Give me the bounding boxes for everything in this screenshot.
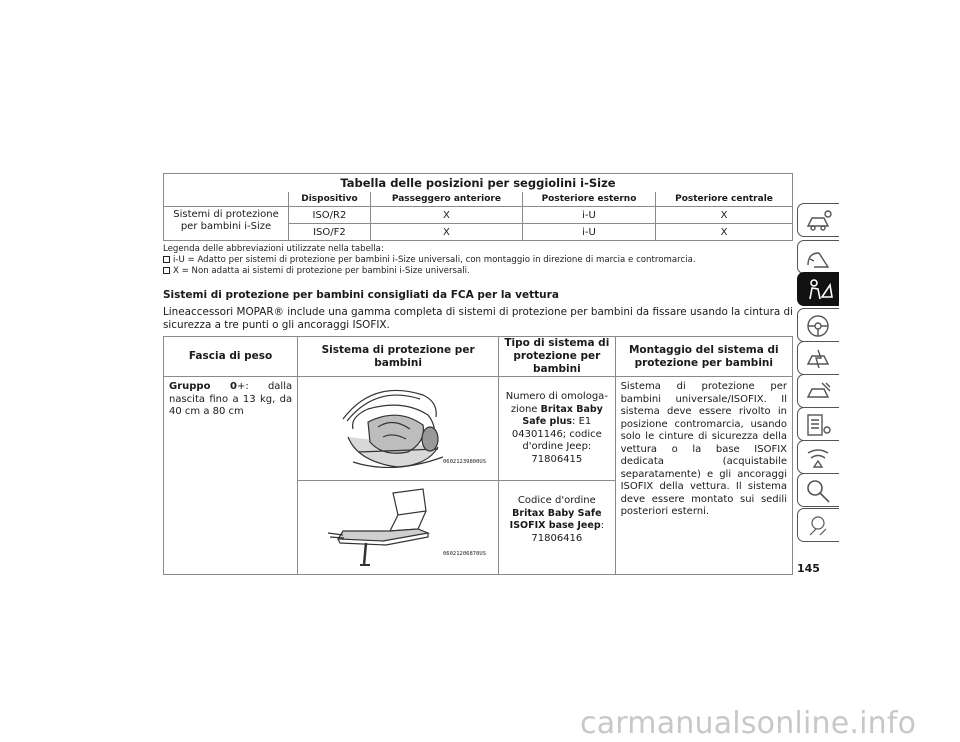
child-seat-safety-icon xyxy=(804,277,834,303)
checkbox-bullet-icon xyxy=(163,256,170,263)
specifications-list-icon xyxy=(804,412,834,438)
header-restraint-type: Tipo di sistema di protezione per bambini xyxy=(499,337,615,377)
tab-child-seat-safety[interactable] xyxy=(797,272,839,306)
language-icon xyxy=(804,513,834,539)
tab-car-info[interactable] xyxy=(797,203,839,237)
approval-suffix: : E1 04301146; codice d'ordine Jeep: 71806415 xyxy=(511,416,602,465)
car-emergency-icon xyxy=(804,346,834,372)
legend-item-iu xyxy=(163,255,696,266)
car-info-icon xyxy=(804,208,834,234)
tab-search-index[interactable] xyxy=(797,473,839,507)
image-code-1: 06021239800US xyxy=(443,459,487,465)
tab-specifications[interactable] xyxy=(797,407,839,441)
isize-header-rear-outer: Posteriore esterno xyxy=(522,192,655,207)
mounting-cell: Sistema di protezione per bambini universale/ISOFIX. Il sistema deve essere rivolto in posizione contromarcia, usando solo le cinture di sicurezza della vettura o la base ISOFIX dedicata (acquistabile separatamente) e gli ancoraggi ISOFIX della vettura. Il sistema deve essere montato sui sedili posteriori esterni. xyxy=(615,377,792,575)
steering-wheel-icon xyxy=(804,313,834,339)
recommended-seats-table xyxy=(163,336,793,575)
isize-position-table xyxy=(163,173,793,241)
restraint-type-cell-1 xyxy=(499,377,615,481)
intro-paragraph: Lineaccessori MOPAR® include una gamma completa di sistemi di protezione per bambini da fissare usando la cintura di sicurezza a tre punti o gli ancoraggi ISOFIX. xyxy=(163,306,793,331)
legend-intro: Legenda delle abbreviazioni utilizzate nella tabella: xyxy=(163,244,384,254)
order-suffix: : 71806416 xyxy=(531,520,604,544)
isize-table-title: Tabella delle posizioni per seggiolini i-Size xyxy=(164,174,793,193)
isofix-base-image-cell xyxy=(298,481,499,575)
isize-header-rear-center: Posteriore centrale xyxy=(656,192,793,207)
isize-header-front: Passeggero anteriore xyxy=(370,192,522,207)
approval-prefix: Numero di omologazione xyxy=(505,391,608,415)
legend-item-x xyxy=(163,266,470,277)
group-name: Gruppo 0 xyxy=(169,381,237,392)
isize-cell: X xyxy=(656,224,793,241)
isize-cell: i-U xyxy=(522,207,655,224)
section-heading: Sistemi di protezione per bambini consigliati da FCA per la vettura xyxy=(163,289,559,301)
restraint-type-cell-2 xyxy=(499,481,615,575)
tab-emergency[interactable] xyxy=(797,341,839,375)
page-number: 145 xyxy=(797,562,820,575)
dashboard-warning-icon xyxy=(804,245,834,271)
isize-cell: X xyxy=(656,207,793,224)
isize-header-blank xyxy=(164,192,289,207)
tab-multimedia[interactable] xyxy=(797,440,839,474)
header-mounting: Montaggio del sistema di protezione per bambini xyxy=(615,337,792,377)
car-service-icon xyxy=(804,379,834,405)
order-prefix: Codice d'ordine xyxy=(517,495,596,506)
image-code-2: 06021206870US xyxy=(443,551,487,557)
isize-row-label: Sistemi di protezione per bambini i-Size xyxy=(164,207,289,241)
tab-language[interactable] xyxy=(797,508,839,542)
header-weight-group: Fascia di peso xyxy=(164,337,298,377)
group-description: +: dalla nascita fino a 13 kg, da 40 cm a 80 cm xyxy=(169,381,293,417)
tab-steering[interactable] xyxy=(797,308,839,342)
isize-cell: X xyxy=(370,224,522,241)
isize-cell: X xyxy=(370,207,522,224)
isize-header-device: Dispositivo xyxy=(289,192,371,207)
search-index-icon xyxy=(804,478,834,504)
watermark: carmanualsonline.info xyxy=(580,706,917,741)
legend-item-iu-text: i-U = Adatto per sistemi di protezione per bambini i-Size universali, con montaggio in direzione di marcia e contromarcia. xyxy=(173,255,696,265)
tab-service[interactable] xyxy=(797,374,839,408)
product-name: Britax Baby Safe ISOFIX base Jeep xyxy=(509,507,602,531)
isize-cell: ISO/R2 xyxy=(289,207,371,224)
isize-cell: ISO/F2 xyxy=(289,224,371,241)
tab-dashboard[interactable] xyxy=(797,240,839,274)
checkbox-bullet-icon xyxy=(163,267,170,274)
header-restraint-system: Sistema di protezione per bambini xyxy=(298,337,499,377)
isofix-base-image xyxy=(298,481,498,571)
legend-item-x-text: X = Non adatta ai sistemi di protezione per bambini i-Size universali. xyxy=(173,266,470,276)
weight-group-cell xyxy=(164,377,298,575)
isize-cell: i-U xyxy=(522,224,655,241)
multimedia-icon xyxy=(804,445,834,471)
product-name: Britax Baby Safe plus xyxy=(522,403,603,427)
